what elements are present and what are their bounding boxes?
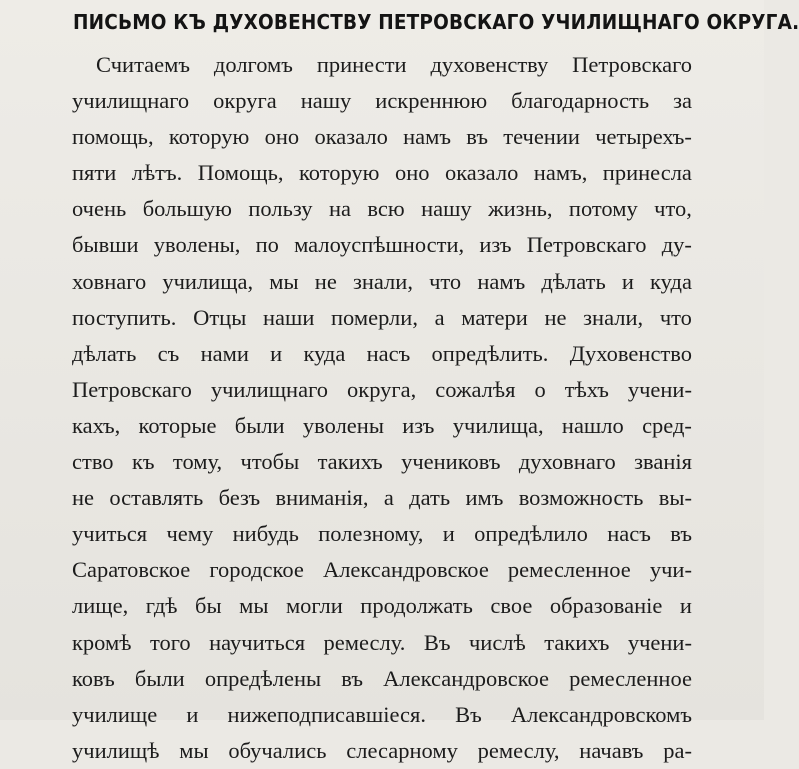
word: имъ (465, 485, 504, 511)
word: безъ (218, 485, 261, 511)
word: померли, (331, 304, 418, 330)
text-line (72, 408, 692, 444)
word: кромѣ (72, 629, 132, 655)
word: и (186, 701, 199, 727)
word: учиться (72, 521, 148, 547)
word: ра- (663, 737, 692, 763)
word: не (544, 304, 567, 330)
word: нашу (300, 88, 352, 114)
word: тому, (172, 449, 223, 475)
word: Петровскаго (72, 376, 192, 402)
word: Александровское (322, 557, 489, 583)
word: нибудь (232, 521, 299, 547)
word: намъ, (533, 160, 588, 186)
word: возможность (518, 485, 644, 511)
word: оно (394, 160, 430, 186)
word: Александровскомъ (510, 701, 692, 727)
word: уволены, (153, 232, 241, 258)
word: поступить. (72, 304, 177, 330)
word: о (534, 376, 546, 402)
word: долгомъ (213, 52, 293, 77)
word: Петровскаго (526, 232, 647, 258)
word: а (434, 304, 445, 330)
word: сред- (642, 412, 692, 438)
word: наши (262, 304, 315, 330)
word: Духовенство (569, 340, 692, 366)
word: намъ (403, 124, 452, 150)
word: были (234, 412, 285, 438)
text-line (72, 155, 692, 191)
word: очень (72, 196, 127, 222)
text-line (72, 588, 692, 624)
text-line (72, 300, 692, 336)
word: слесарному (346, 737, 458, 763)
word: за (673, 88, 692, 114)
word: насъ (366, 340, 411, 366)
text-line (72, 336, 692, 372)
word: сожалѣя (435, 376, 516, 402)
word: нашло (561, 412, 624, 438)
word: бы (195, 593, 222, 619)
text-line (72, 191, 692, 227)
word: ду- (661, 232, 692, 258)
word: Петровскаго (572, 52, 692, 77)
word: ремеслу, (477, 737, 560, 763)
word: опредѣлить. (431, 340, 549, 366)
text-line (72, 444, 692, 480)
word: насъ (607, 521, 651, 547)
word: числѣ (468, 629, 526, 655)
word: которую (168, 124, 250, 150)
word: мы (179, 737, 209, 763)
word: свое (490, 593, 533, 619)
word: оказало (444, 160, 519, 186)
word: училищѣ (72, 737, 160, 763)
word: дѣлать (541, 268, 606, 294)
word: обучались (228, 737, 327, 763)
word: въ (670, 521, 692, 547)
word: помощь, (72, 124, 154, 150)
word: ховнаго (72, 268, 147, 294)
word: Въ (423, 629, 451, 655)
word: четырехъ- (595, 124, 692, 150)
word: учениковъ (401, 449, 501, 475)
word: образованіе (549, 593, 663, 619)
word: что (659, 304, 692, 330)
word: ство (72, 449, 114, 475)
word: благодарность (511, 88, 650, 114)
word: ремесленное (507, 557, 631, 583)
text-line (72, 516, 692, 552)
word: ремеслу. (323, 629, 406, 655)
word: по (255, 232, 279, 258)
letter-body (72, 47, 692, 769)
word: лѣтъ. (131, 160, 183, 186)
word: Въ (455, 701, 482, 727)
word: городское (209, 557, 304, 583)
word: продолжать (360, 593, 473, 619)
word: всю (367, 196, 405, 222)
word: мы (269, 268, 299, 294)
word: полезному, (318, 521, 424, 547)
word: нами (200, 340, 249, 366)
word: въ (466, 124, 488, 150)
word: духовенству (430, 52, 549, 77)
word: вы- (658, 485, 692, 511)
text-line (72, 661, 692, 697)
word: нижеподписавшіеся. (227, 701, 426, 727)
word: учени- (627, 629, 692, 655)
word: жизнь, (488, 196, 553, 222)
word: оставлять (109, 485, 204, 511)
word: бывши (72, 232, 139, 258)
word: училищнаго (210, 376, 328, 402)
word: Считаемъ (96, 52, 191, 77)
word: и (442, 521, 455, 547)
word: въ (341, 665, 363, 691)
word: пользу (248, 196, 313, 222)
word: большую (142, 196, 232, 222)
word: такихъ (317, 449, 383, 475)
word: округа, (347, 376, 417, 402)
word: Отцы (193, 304, 247, 330)
word: потому (568, 196, 638, 222)
word: знали, (583, 304, 644, 330)
word: были (134, 665, 185, 691)
word: дать (409, 485, 451, 511)
text-line (72, 625, 692, 661)
text-line (72, 227, 692, 263)
word: того (149, 629, 191, 655)
word: званія (634, 449, 692, 475)
word: не (72, 485, 95, 511)
word: округа (213, 88, 277, 114)
word: которую (298, 160, 380, 186)
word: уволены (302, 412, 384, 438)
word: малоуспѣшности, (294, 232, 465, 258)
text-line (72, 264, 692, 300)
word: опредѣлило (474, 521, 588, 547)
word: знали, (352, 268, 413, 294)
word: ковъ (72, 665, 115, 691)
word: могли (285, 593, 343, 619)
word: Помощь, (197, 160, 284, 186)
word: учи- (649, 557, 692, 583)
word: чему (166, 521, 214, 547)
word: такихъ (544, 629, 610, 655)
word: училища, (452, 412, 544, 438)
word: а (383, 485, 394, 511)
word: оказало (314, 124, 388, 150)
word: училище (72, 701, 158, 727)
word: дѣлать (72, 340, 137, 366)
word: научиться (209, 629, 306, 655)
word: Александровское (383, 665, 549, 691)
word: искреннюю (375, 88, 488, 114)
word: съ (157, 340, 180, 366)
word: вниманія, (275, 485, 369, 511)
text-line (72, 480, 692, 516)
word: не (314, 268, 337, 294)
word: къ (131, 449, 155, 475)
text-line (72, 83, 692, 119)
word: и (679, 593, 692, 619)
word: оно (264, 124, 300, 150)
word: намъ (477, 268, 526, 294)
text-line (72, 119, 692, 155)
word: кахъ, (72, 412, 121, 438)
word: что, (654, 196, 692, 222)
word: тѣхъ (564, 376, 609, 402)
text-line (72, 733, 692, 769)
word: принесла (602, 160, 692, 186)
word: духовнаго (518, 449, 616, 475)
word: и (270, 340, 283, 366)
word: куда (650, 268, 692, 294)
word: течении (503, 124, 580, 150)
text-line (72, 372, 692, 408)
word: начавъ (579, 737, 644, 763)
word: изъ (479, 232, 512, 258)
text-line (72, 552, 692, 588)
word: училищнаго (72, 88, 190, 114)
word: ремесленное (569, 665, 692, 691)
word: нашу (421, 196, 472, 222)
word: чтобы (240, 449, 300, 475)
text-line (72, 697, 692, 733)
text-line (72, 47, 692, 83)
word: на (328, 196, 351, 222)
letter-title: ПИСЬМО КЪ ДУХОВЕНСТВУ ПЕТРОВСКАГО УЧИЛИЩНАГО ОКРУГА. (73, 10, 799, 34)
word: что (429, 268, 462, 294)
word: гдѣ (145, 593, 178, 619)
word: куда (303, 340, 346, 366)
word: матери (461, 304, 528, 330)
word: принести (316, 52, 407, 77)
word: изъ (402, 412, 435, 438)
word: опредѣлены (204, 665, 322, 691)
word: училища, (162, 268, 254, 294)
word: мы (239, 593, 269, 619)
word: и (621, 268, 634, 294)
word: лище, (72, 593, 129, 619)
word: пяти (72, 160, 117, 186)
word: которые (138, 412, 217, 438)
word: учени- (627, 376, 692, 402)
word: Саратовское (72, 557, 191, 583)
